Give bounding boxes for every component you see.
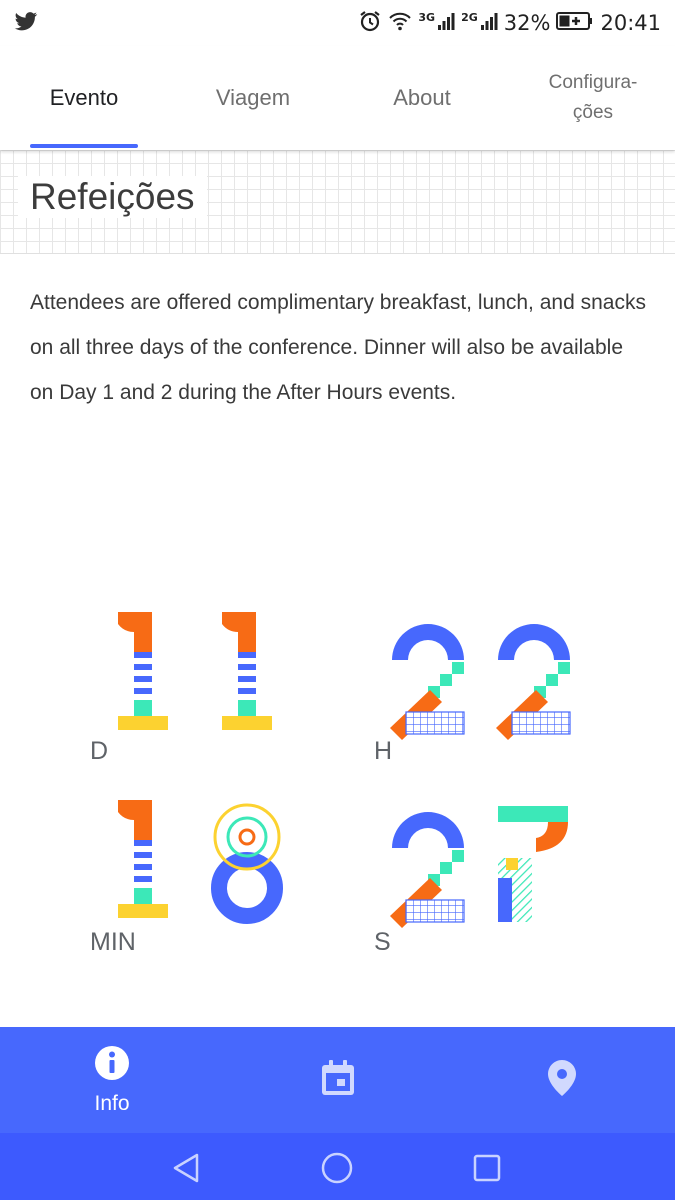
bottom-navigation <box>0 1027 675 1133</box>
info-icon <box>94 1045 130 1086</box>
minutes-digit-2 <box>215 805 279 916</box>
network-3g-label: 3G <box>418 11 436 24</box>
section-description: Attendees are offered complimentary breakfast, lunch, and snacks on all three days of the conference. Dinner will also be available on Day 1 and 2 during the After Hours events. <box>30 291 646 404</box>
clock-time: 20:41 <box>600 11 661 35</box>
tab-bar <box>0 46 675 150</box>
tab-evento[interactable]: Evento <box>49 85 119 110</box>
nav-location[interactable] <box>508 1027 616 1133</box>
countdown-timer <box>0 590 675 970</box>
battery-percent: 32% <box>503 11 551 35</box>
active-tab-indicator <box>30 144 138 148</box>
seconds-digit-1 <box>390 812 464 928</box>
calendar-icon <box>320 1059 356 1102</box>
battery-charging-icon <box>556 11 594 36</box>
signal-2g-icon <box>480 11 498 36</box>
status-bar <box>0 0 675 46</box>
location-pin-icon <box>547 1059 577 1102</box>
signal-3g-icon <box>437 11 455 36</box>
hours-label: H <box>374 737 393 765</box>
system-navigation-bar <box>0 1133 675 1200</box>
hours-digit-2 <box>496 624 570 740</box>
days-digit-1 <box>118 612 168 730</box>
nav-info-label: Info <box>94 1091 130 1115</box>
back-icon[interactable] <box>166 1148 206 1188</box>
tab-configuracoes[interactable]: Configura- ções <box>548 72 638 123</box>
minutes-label: MIN <box>90 928 136 956</box>
home-icon[interactable] <box>317 1148 357 1188</box>
recents-icon[interactable] <box>467 1148 507 1188</box>
tab-about[interactable]: About <box>393 85 451 110</box>
network-2g-label: 2G <box>461 11 478 24</box>
wifi-icon <box>388 10 412 37</box>
twitter-bird-icon <box>14 12 38 37</box>
tab-viagem[interactable]: Viagem <box>215 85 291 110</box>
seconds-digit-2 <box>498 806 568 922</box>
seconds-label: S <box>374 928 391 956</box>
nav-schedule[interactable] <box>284 1027 392 1133</box>
section-title: Refeições <box>18 176 207 218</box>
days-label: D <box>90 737 109 765</box>
nav-info[interactable] <box>58 1027 166 1133</box>
hours-digit-1 <box>390 624 464 740</box>
alarm-clock-icon <box>358 9 382 38</box>
days-digit-2 <box>222 612 272 730</box>
section-header <box>0 150 675 254</box>
minutes-digit-1 <box>118 800 168 918</box>
